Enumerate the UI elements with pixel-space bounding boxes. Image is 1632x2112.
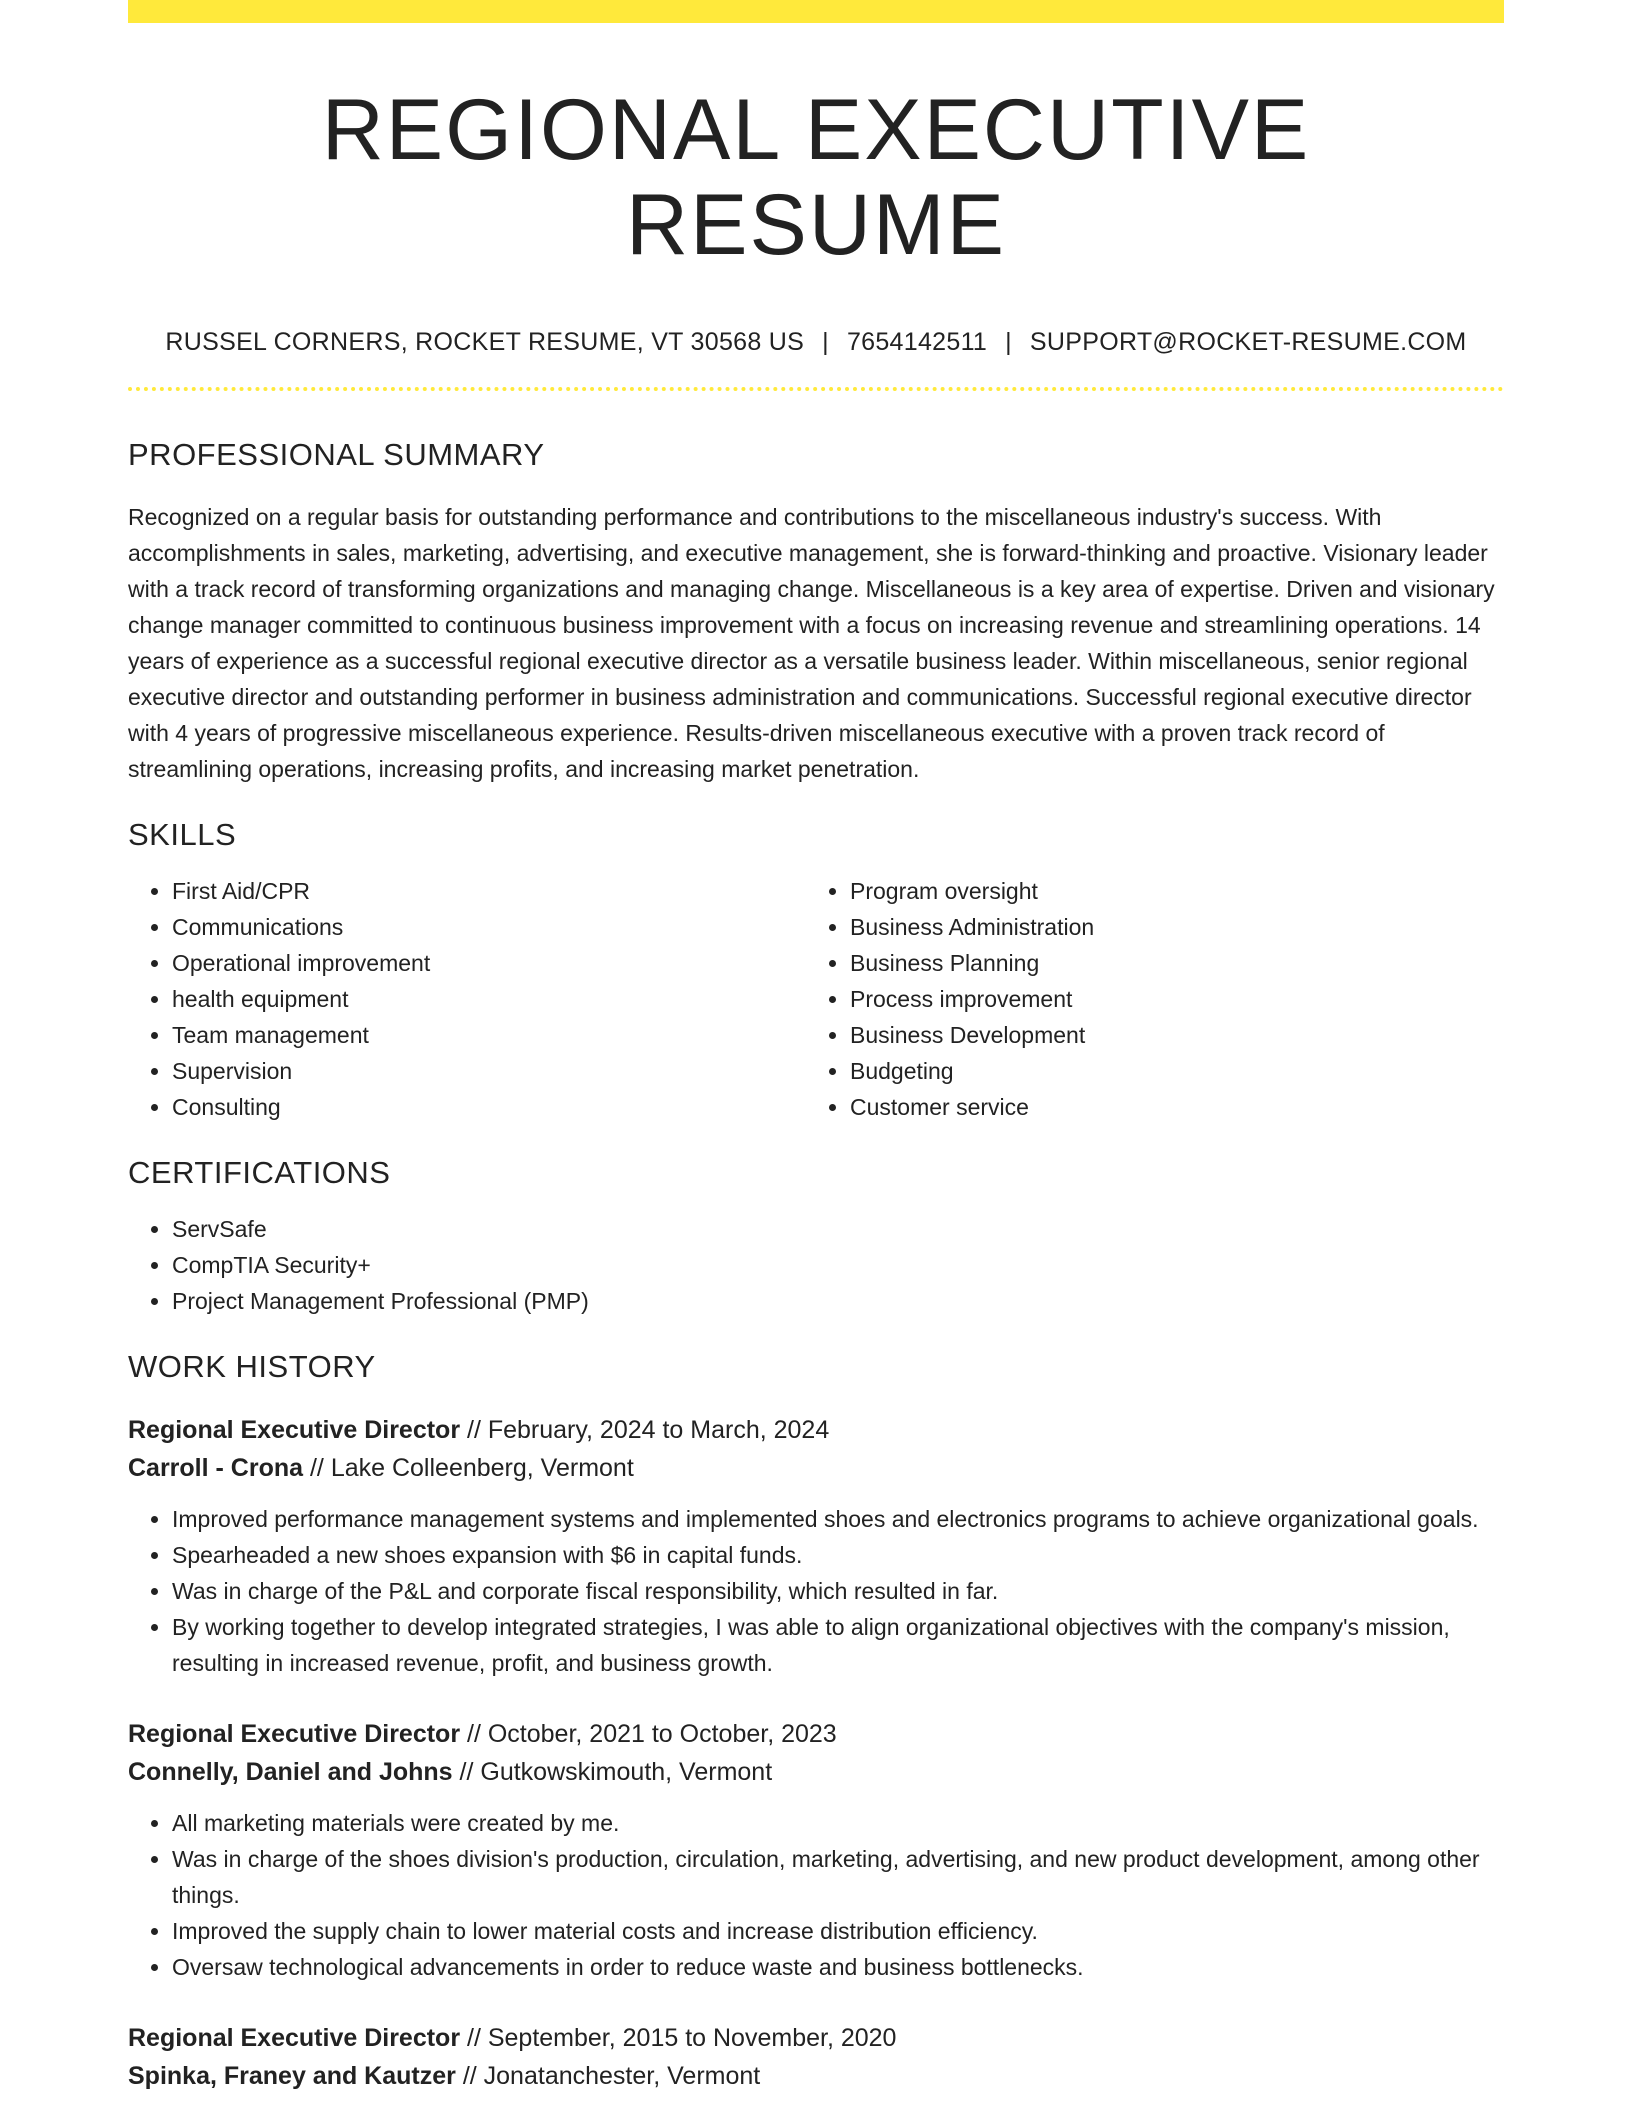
job-bullet: • Improved performance management systems and implemented shoes and electronics programs to achieve organizational goals. <box>172 1501 1504 1537</box>
work-history-heading: WORK HISTORY <box>128 1349 376 1385</box>
skill-item: • health equipment <box>172 981 806 1017</box>
job-location: // Gutkowskimouth, Vermont <box>452 1758 773 1787</box>
job-dates: // February, 2024 to March, 2024 <box>460 1416 830 1445</box>
job-title-line <box>128 2019 1504 2057</box>
certification-item: • ServSafe <box>172 1211 1504 1247</box>
contact-phone: 7654142511 <box>846 328 988 357</box>
job-bullet: • All marketing materials were created by me. <box>172 1805 1504 1841</box>
job-role: Regional Executive Director <box>128 1720 461 1749</box>
skill-item: • Business Planning <box>850 945 1484 981</box>
resume-title: REGIONAL EXECUTIVE RESUME <box>321 82 1311 273</box>
job-location: // Lake Colleenberg, Vermont <box>303 1454 634 1483</box>
job-bullets <box>128 1805 1504 1985</box>
skill-item: • Budgeting <box>850 1053 1484 1089</box>
top-accent-bar <box>128 0 1504 23</box>
job-bullets <box>128 1501 1504 1681</box>
skills-heading: SKILLS <box>128 817 237 853</box>
job-bullet: • Spearheaded a new shoes expansion with $6 in capital funds. <box>172 1537 1504 1573</box>
job-title-line <box>128 1411 1504 1449</box>
skill-item: • First Aid/CPR <box>172 873 806 909</box>
contact-separator: | <box>822 328 829 357</box>
job-bullet: • By working together to develop integrated strategies, I was able to align organizational objectives with the company's mission, resulting in increased revenue, profit, and business growth. <box>172 1609 1504 1681</box>
resume-page <box>128 0 1504 2095</box>
skill-item: • Program oversight <box>850 873 1484 909</box>
job-bullet: • Was in charge of the P&L and corporate fiscal responsibility, which resulted in far. <box>172 1573 1504 1609</box>
skill-item: • Customer service <box>850 1089 1484 1125</box>
contact-email: SUPPORT@ROCKET-RESUME.COM <box>1029 328 1467 357</box>
job-bullet: • Improved the supply chain to lower material costs and increase distribution efficiency. <box>172 1913 1504 1949</box>
skill-item: • Communications <box>172 909 806 945</box>
skills-grid <box>128 873 1504 1125</box>
job-role: Regional Executive Director <box>128 1416 461 1445</box>
certification-item: • CompTIA Security+ <box>172 1247 1504 1283</box>
summary-text: Recognized on a regular basis for outstanding performance and contributions to the miscellaneous industry's success. With accomplishments in sales, marketing, advertising, and executive management, she is forward-thinking and proactive. Visionary leader with a track record of transforming organizations and managing change. Miscellaneous is a key area of expertise. Driven and visionary change manager committed to continuous business improvement with a focus on increasing revenue and streamlining operations. 14 years of experience as a successful regional executive director as a versatile business leader. Within miscellaneous, senior regional executive director and outstanding performer in business administration and communications. Successful regional executive director with 4 years of progressive miscellaneous experience. Results-driven miscellaneous executive with a proven track record of streamlining operations, increasing profits, and increasing market penetration. <box>128 504 1495 783</box>
job-company-line <box>128 1449 1504 1487</box>
skill-item: • Team management <box>172 1017 806 1053</box>
job-entry <box>128 2019 1504 2095</box>
job-entry <box>128 1715 1504 1985</box>
job-company: Spinka, Franey and Kautzer <box>128 2062 456 2091</box>
contact-address: RUSSEL CORNERS, ROCKET RESUME, VT 30568 US <box>165 328 805 357</box>
contact-line <box>128 328 1504 357</box>
skill-item: • Process improvement <box>850 981 1484 1017</box>
skill-item: • Operational improvement <box>172 945 806 981</box>
certifications-heading: CERTIFICATIONS <box>128 1155 391 1191</box>
skill-item: • Business Administration <box>850 909 1484 945</box>
job-dates: // October, 2021 to October, 2023 <box>460 1720 837 1749</box>
job-bullet: • Was in charge of the shoes division's production, circulation, marketing, advertising, and new product development, among other things. <box>172 1841 1504 1913</box>
job-company-line <box>128 2057 1504 2095</box>
job-title-line <box>128 1715 1504 1753</box>
skill-item: • Business Development <box>850 1017 1484 1053</box>
job-dates: // September, 2015 to November, 2020 <box>460 2024 897 2053</box>
skill-item: • Supervision <box>172 1053 806 1089</box>
job-role: Regional Executive Director <box>128 2024 461 2053</box>
skills-left-column <box>128 873 806 1125</box>
job-bullet: • Oversaw technological advancements in order to reduce waste and business bottlenecks. <box>172 1949 1504 1985</box>
contact-separator: | <box>1005 328 1012 357</box>
skills-right-column <box>806 873 1484 1125</box>
skill-item: • Consulting <box>172 1089 806 1125</box>
job-company: Carroll - Crona <box>128 1454 304 1483</box>
job-entry <box>128 1411 1504 1681</box>
certification-item: • Project Management Professional (PMP) <box>172 1283 1504 1319</box>
summary-heading: PROFESSIONAL SUMMARY <box>128 437 545 473</box>
job-location: // Jonatanchester, Vermont <box>455 2062 761 2091</box>
certifications-list <box>128 1211 1504 1319</box>
job-company-line <box>128 1753 1504 1791</box>
dotted-divider <box>128 387 1504 391</box>
job-company: Connelly, Daniel and Johns <box>128 1758 453 1787</box>
